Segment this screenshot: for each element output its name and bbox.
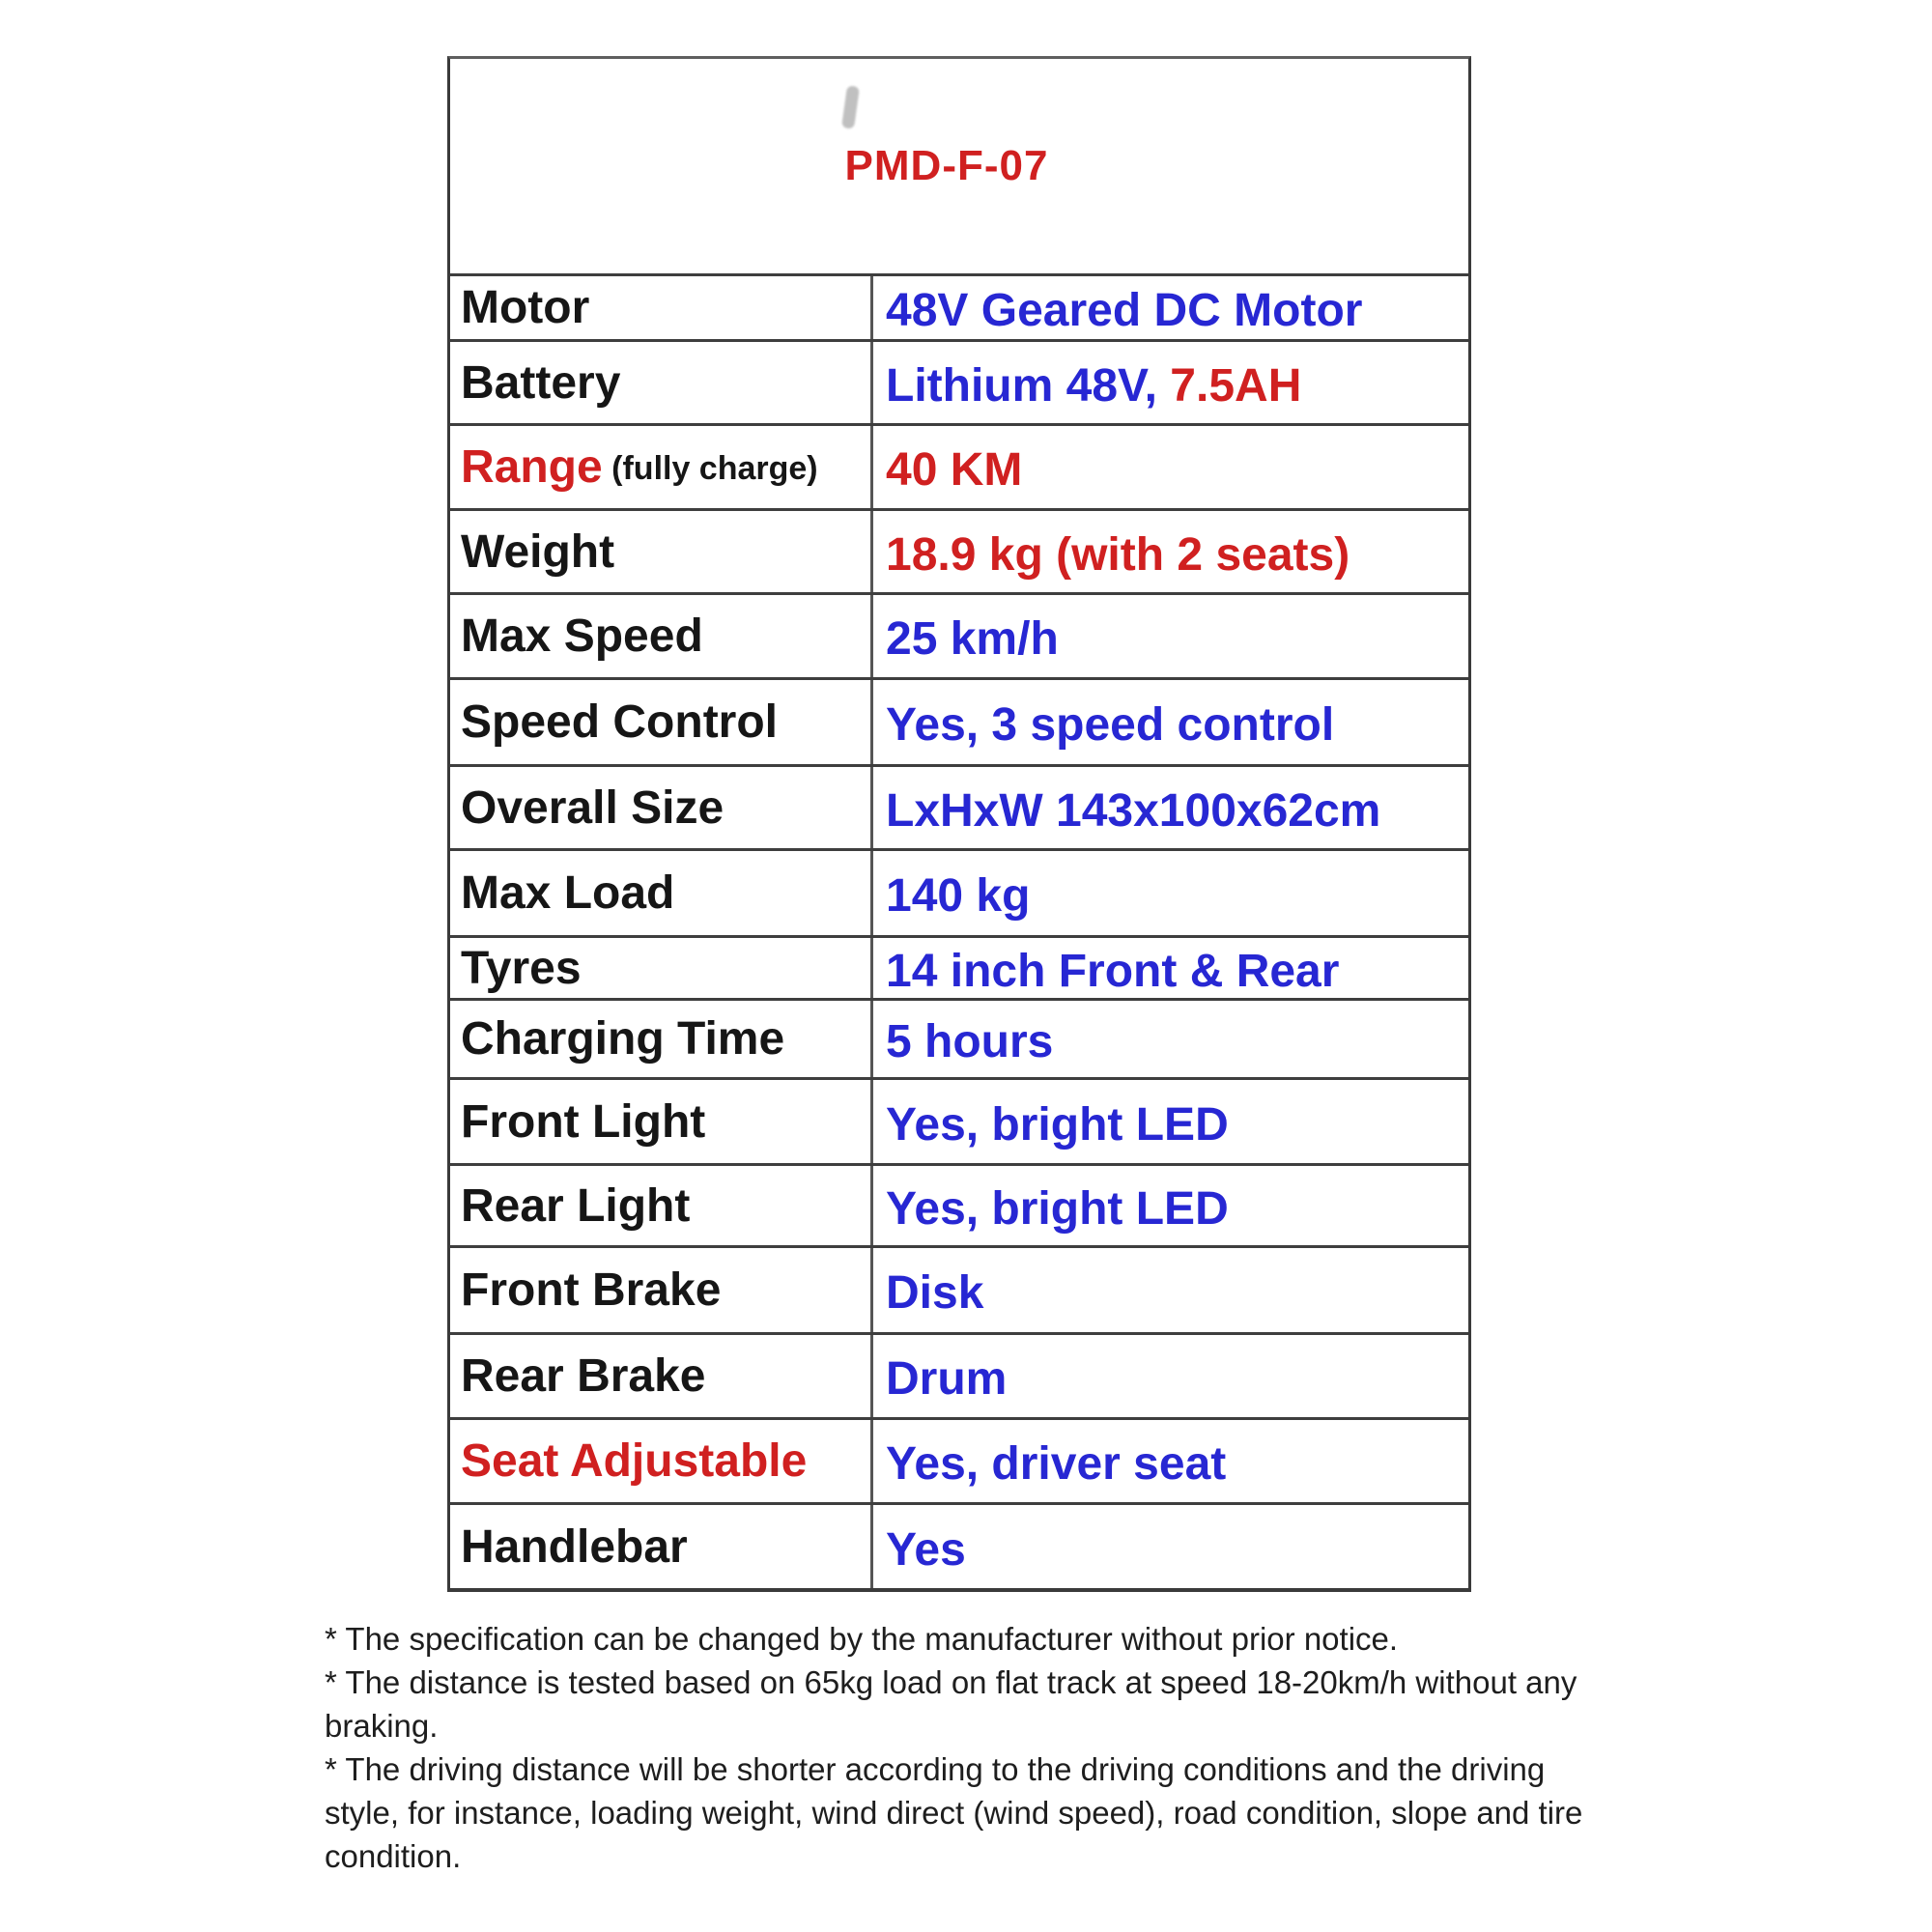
spec-value-cell bbox=[873, 1166, 1468, 1245]
spec-value-cell bbox=[873, 851, 1468, 935]
model-title: PMD-F-07 bbox=[844, 142, 1049, 189]
table-row bbox=[450, 998, 1468, 1077]
spec-value-cell-text: 18.9 kg (with 2 seats) bbox=[886, 528, 1350, 581]
spec-label-cell-text: Rear Brake bbox=[461, 1350, 706, 1402]
spec-label-cell-text: Speed Control bbox=[461, 696, 779, 748]
table-row bbox=[450, 1417, 1468, 1502]
footnote bbox=[325, 1747, 1638, 1878]
spec-label-cell-text: Rear Light bbox=[461, 1179, 691, 1232]
spec-value-cell-text: 48V Geared DC Motor bbox=[886, 285, 1363, 336]
footnote-line: style, for instance, loading weight, wind direct (wind speed), road condition, slope and tire bbox=[325, 1795, 1583, 1831]
spec-value-cell-text: 25 km/h bbox=[886, 613, 1059, 665]
spec-value-cell bbox=[873, 1080, 1468, 1163]
table-row bbox=[450, 848, 1468, 935]
footnote-line: braking. bbox=[325, 1708, 439, 1744]
spec-value-cell bbox=[873, 1505, 1468, 1588]
table-row bbox=[450, 764, 1468, 848]
footnote bbox=[325, 1617, 1638, 1661]
spec-value-cell bbox=[873, 680, 1468, 764]
spec-label-cell bbox=[450, 767, 873, 848]
spec-value-cell-text: Yes, bright LED bbox=[886, 1098, 1229, 1151]
spec-label-cell-text: Tyres bbox=[461, 942, 582, 994]
spec-label-cell bbox=[450, 851, 873, 935]
spec-value-cell bbox=[873, 1001, 1468, 1077]
table-row bbox=[450, 1077, 1468, 1163]
footnote-line: * The driving distance will be shorter according to the driving conditions and the driving bbox=[325, 1751, 1546, 1787]
spec-value-cell-text: Lithium 48V, bbox=[886, 359, 1157, 412]
table-row bbox=[450, 273, 1468, 339]
spec-value-cell bbox=[873, 1335, 1468, 1417]
table-row bbox=[450, 1332, 1468, 1417]
spec-value-cell-text: Yes, bright LED bbox=[886, 1182, 1229, 1235]
spec-label-cell-text: Range bbox=[461, 441, 603, 493]
spec-table bbox=[447, 56, 1471, 1592]
spec-label-cell-text: Front Brake bbox=[461, 1264, 722, 1316]
spec-value-cell-text: Yes, 3 speed control bbox=[886, 699, 1335, 751]
spec-label-cell-text: Max Load bbox=[461, 867, 675, 919]
spec-value-cell bbox=[873, 595, 1468, 677]
spec-value-cell-text: Drum bbox=[886, 1353, 1008, 1405]
footnote-line: * The distance is tested based on 65kg load on flat track at speed 18-20km/h without any bbox=[325, 1664, 1577, 1700]
spec-value-cell bbox=[873, 1420, 1468, 1502]
spec-rows bbox=[450, 273, 1468, 1588]
spec-label-cell-text: Charging Time bbox=[461, 1013, 785, 1065]
spec-label-cell bbox=[450, 1080, 873, 1163]
spec-label-cell-text: Weight bbox=[461, 526, 615, 578]
table-row bbox=[450, 677, 1468, 764]
spec-value-cell bbox=[873, 511, 1468, 592]
footnote bbox=[325, 1661, 1638, 1747]
spec-value-cell bbox=[873, 938, 1468, 998]
table-row bbox=[450, 935, 1468, 998]
spec-value-cell-text: Disk bbox=[886, 1267, 984, 1319]
footnote-line: condition. bbox=[325, 1838, 462, 1874]
spec-label-cell bbox=[450, 1420, 873, 1502]
spec-value-cell-text: 14 inch Front & Rear bbox=[886, 945, 1340, 997]
spec-label-cell-text: Motor bbox=[461, 282, 590, 333]
spec-value-cell-text: 5 hours bbox=[886, 1016, 1054, 1067]
footnote-line: * The specification can be changed by the manufacturer without prior notice. bbox=[325, 1621, 1399, 1657]
scan-artifact bbox=[841, 85, 860, 128]
table-row bbox=[450, 508, 1468, 592]
spec-label-cell bbox=[450, 511, 873, 592]
spec-label-cell bbox=[450, 1248, 873, 1332]
spec-value-cell bbox=[873, 342, 1468, 423]
spec-label-cell bbox=[450, 1335, 873, 1417]
footnotes bbox=[325, 1617, 1638, 1878]
spec-value-cell bbox=[873, 767, 1468, 848]
spec-label-cell-text: Handlebar bbox=[461, 1520, 688, 1573]
spec-label-cell bbox=[450, 1505, 873, 1588]
spec-label-cell-text: Overall Size bbox=[461, 781, 724, 834]
table-row bbox=[450, 592, 1468, 677]
spec-label-cell-text: Front Light bbox=[461, 1095, 706, 1148]
spec-label-cell bbox=[450, 342, 873, 423]
spec-value-cell-text: Yes bbox=[886, 1523, 966, 1576]
table-row bbox=[450, 339, 1468, 423]
spec-value-cell bbox=[873, 1248, 1468, 1332]
spec-value-cell-text: 40 KM bbox=[886, 444, 1023, 496]
spec-label-cell-text: Seat Adjustable bbox=[461, 1435, 808, 1487]
spec-value-cell-text: Yes, driver seat bbox=[886, 1438, 1227, 1490]
spec-label-cell-text: Max Speed bbox=[461, 611, 703, 662]
spec-label-cell bbox=[450, 680, 873, 764]
spec-value-cell-text: 140 kg bbox=[886, 870, 1031, 922]
table-header-row bbox=[450, 59, 1468, 273]
table-row bbox=[450, 1502, 1468, 1588]
spec-value-cell bbox=[873, 276, 1468, 339]
spec-label-cell bbox=[450, 276, 873, 339]
spec-value-cell-text: 7.5AH bbox=[1156, 359, 1302, 412]
spec-label-cell bbox=[450, 938, 873, 998]
spec-value-cell-text: LxHxW 143x100x62cm bbox=[886, 784, 1381, 837]
spec-label-cell-text: (fully charge) bbox=[602, 450, 818, 487]
spec-label-cell bbox=[450, 1001, 873, 1077]
spec-label-cell bbox=[450, 1166, 873, 1245]
spec-label-cell bbox=[450, 595, 873, 677]
spec-value-cell bbox=[873, 426, 1468, 508]
table-row bbox=[450, 1163, 1468, 1245]
table-row bbox=[450, 1245, 1468, 1332]
spec-label-cell-text: Battery bbox=[461, 356, 621, 409]
spec-label-cell bbox=[450, 426, 873, 508]
table-row bbox=[450, 423, 1468, 508]
